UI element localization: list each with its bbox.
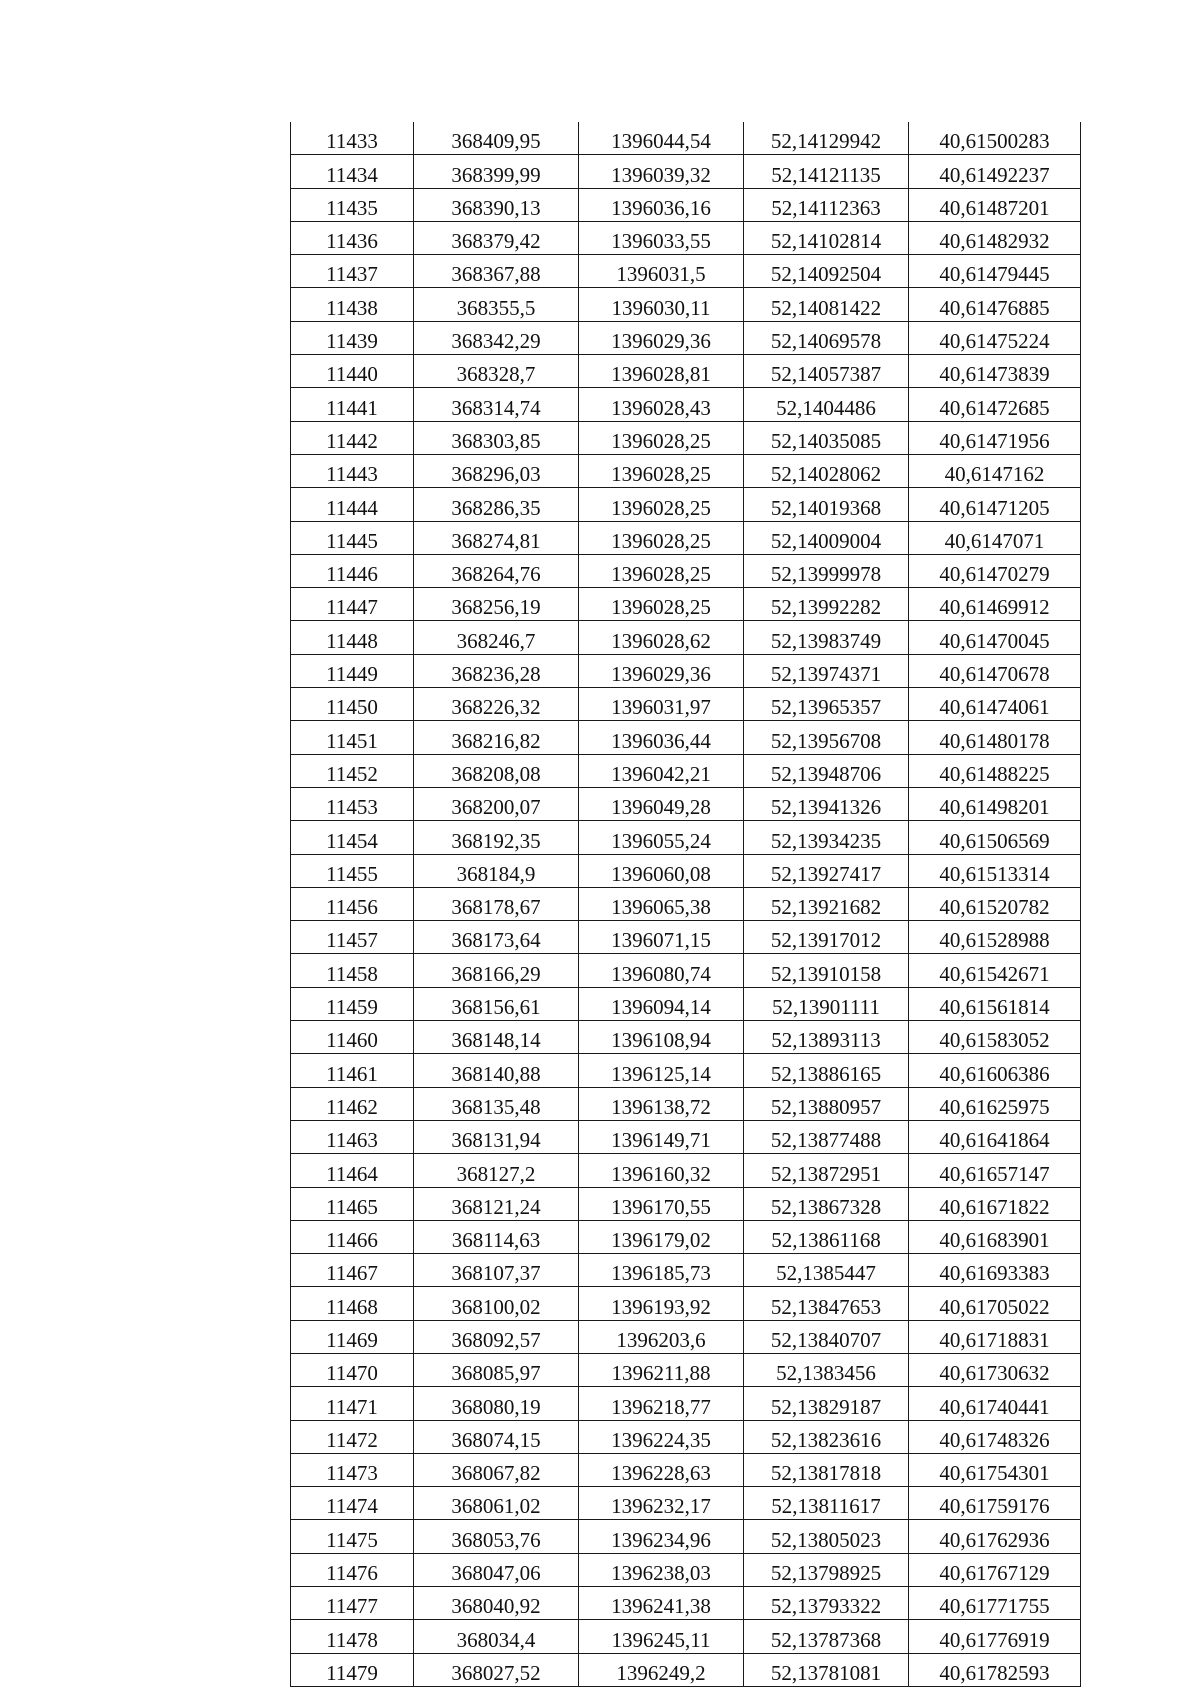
latitude-cell: 52,13927417 <box>744 854 909 887</box>
latitude-cell: 52,13829187 <box>744 1387 909 1420</box>
table-row <box>291 554 1081 587</box>
latitude-cell: 52,13974371 <box>744 654 909 687</box>
longitude-cell: 40,61718831 <box>909 1320 1081 1353</box>
x-coordinate-cell: 368127,2 <box>414 1154 579 1187</box>
point-number-cell: 11451 <box>291 721 414 754</box>
longitude-cell: 40,61583052 <box>909 1021 1081 1054</box>
point-number-cell: 11472 <box>291 1420 414 1453</box>
point-number-cell: 11458 <box>291 954 414 987</box>
longitude-cell: 40,61469912 <box>909 588 1081 621</box>
point-number-cell: 11465 <box>291 1187 414 1220</box>
longitude-cell: 40,61740441 <box>909 1387 1081 1420</box>
point-number-cell: 11437 <box>291 255 414 288</box>
latitude-cell: 52,14035085 <box>744 421 909 454</box>
y-coordinate-cell: 1396179,02 <box>579 1220 744 1253</box>
longitude-cell: 40,61492237 <box>909 155 1081 188</box>
y-coordinate-cell: 1396234,96 <box>579 1520 744 1553</box>
table-row <box>291 1021 1081 1054</box>
x-coordinate-cell: 368328,7 <box>414 355 579 388</box>
latitude-cell: 52,13840707 <box>744 1320 909 1353</box>
x-coordinate-cell: 368178,67 <box>414 887 579 920</box>
table-row <box>291 288 1081 321</box>
x-coordinate-cell: 368379,42 <box>414 221 579 254</box>
latitude-cell: 52,14121135 <box>744 155 909 188</box>
point-number-cell: 11477 <box>291 1587 414 1620</box>
latitude-cell: 52,14019368 <box>744 488 909 521</box>
x-coordinate-cell: 368085,97 <box>414 1353 579 1386</box>
point-number-cell: 11448 <box>291 621 414 654</box>
longitude-cell: 40,6147162 <box>909 454 1081 487</box>
longitude-cell: 40,61759176 <box>909 1487 1081 1520</box>
x-coordinate-cell: 368192,35 <box>414 821 579 854</box>
x-coordinate-cell: 368399,99 <box>414 155 579 188</box>
x-coordinate-cell: 368027,52 <box>414 1653 579 1686</box>
y-coordinate-cell: 1396036,44 <box>579 721 744 754</box>
point-number-cell: 11459 <box>291 987 414 1020</box>
table-row <box>291 688 1081 721</box>
longitude-cell: 40,61730632 <box>909 1353 1081 1386</box>
longitude-cell: 40,61683901 <box>909 1220 1081 1253</box>
table-row <box>291 821 1081 854</box>
point-number-cell: 11436 <box>291 221 414 254</box>
point-number-cell: 11450 <box>291 688 414 721</box>
table-row <box>291 1353 1081 1386</box>
table-row <box>291 1387 1081 1420</box>
table-row <box>291 1653 1081 1686</box>
latitude-cell: 52,13992282 <box>744 588 909 621</box>
y-coordinate-cell: 1396245,11 <box>579 1620 744 1653</box>
x-coordinate-cell: 368040,92 <box>414 1587 579 1620</box>
longitude-cell: 40,61506569 <box>909 821 1081 854</box>
y-coordinate-cell: 1396028,62 <box>579 621 744 654</box>
latitude-cell: 52,1385447 <box>744 1254 909 1287</box>
latitude-cell: 52,14112363 <box>744 188 909 221</box>
longitude-cell: 40,61498201 <box>909 787 1081 820</box>
table-row <box>291 221 1081 254</box>
table-row <box>291 787 1081 820</box>
longitude-cell: 40,61471956 <box>909 421 1081 454</box>
point-number-cell: 11456 <box>291 887 414 920</box>
x-coordinate-cell: 368092,57 <box>414 1320 579 1353</box>
x-coordinate-cell: 368100,02 <box>414 1287 579 1320</box>
latitude-cell: 52,13793322 <box>744 1587 909 1620</box>
longitude-cell: 40,61479445 <box>909 255 1081 288</box>
y-coordinate-cell: 1396065,38 <box>579 887 744 920</box>
table-row <box>291 1154 1081 1187</box>
longitude-cell: 40,61470045 <box>909 621 1081 654</box>
point-number-cell: 11434 <box>291 155 414 188</box>
latitude-cell: 52,13886165 <box>744 1054 909 1087</box>
y-coordinate-cell: 1396042,21 <box>579 754 744 787</box>
latitude-cell: 52,13983749 <box>744 621 909 654</box>
y-coordinate-cell: 1396160,32 <box>579 1154 744 1187</box>
y-coordinate-cell: 1396125,14 <box>579 1054 744 1087</box>
x-coordinate-cell: 368314,74 <box>414 388 579 421</box>
latitude-cell: 52,13877488 <box>744 1120 909 1153</box>
y-coordinate-cell: 1396031,5 <box>579 255 744 288</box>
y-coordinate-cell: 1396232,17 <box>579 1487 744 1520</box>
x-coordinate-cell: 368140,88 <box>414 1054 579 1087</box>
point-number-cell: 11453 <box>291 787 414 820</box>
x-coordinate-cell: 368166,29 <box>414 954 579 987</box>
latitude-cell: 52,13941326 <box>744 787 909 820</box>
table-row <box>291 921 1081 954</box>
y-coordinate-cell: 1396033,55 <box>579 221 744 254</box>
longitude-cell: 40,61762936 <box>909 1520 1081 1553</box>
y-coordinate-cell: 1396028,25 <box>579 421 744 454</box>
x-coordinate-cell: 368200,07 <box>414 787 579 820</box>
y-coordinate-cell: 1396028,81 <box>579 355 744 388</box>
latitude-cell: 52,14092504 <box>744 255 909 288</box>
x-coordinate-cell: 368367,88 <box>414 255 579 288</box>
latitude-cell: 52,14057387 <box>744 355 909 388</box>
latitude-cell: 52,13847653 <box>744 1287 909 1320</box>
x-coordinate-cell: 368226,32 <box>414 688 579 721</box>
latitude-cell: 52,14028062 <box>744 454 909 487</box>
y-coordinate-cell: 1396138,72 <box>579 1087 744 1120</box>
x-coordinate-cell: 368173,64 <box>414 921 579 954</box>
x-coordinate-cell: 368409,95 <box>414 122 579 155</box>
table-row <box>291 521 1081 554</box>
table-row <box>291 721 1081 754</box>
y-coordinate-cell: 1396149,71 <box>579 1120 744 1153</box>
longitude-cell: 40,61487201 <box>909 188 1081 221</box>
longitude-cell: 40,61472685 <box>909 388 1081 421</box>
y-coordinate-cell: 1396224,35 <box>579 1420 744 1453</box>
table-row <box>291 1487 1081 1520</box>
y-coordinate-cell: 1396203,6 <box>579 1320 744 1353</box>
latitude-cell: 52,13901111 <box>744 987 909 1020</box>
x-coordinate-cell: 368047,06 <box>414 1553 579 1586</box>
table-row <box>291 188 1081 221</box>
point-number-cell: 11473 <box>291 1453 414 1486</box>
longitude-cell: 40,61641864 <box>909 1120 1081 1153</box>
y-coordinate-cell: 1396211,88 <box>579 1353 744 1386</box>
coordinates-table-body <box>291 122 1081 1686</box>
y-coordinate-cell: 1396049,28 <box>579 787 744 820</box>
latitude-cell: 52,13956708 <box>744 721 909 754</box>
longitude-cell: 40,61513314 <box>909 854 1081 887</box>
point-number-cell: 11454 <box>291 821 414 854</box>
y-coordinate-cell: 1396029,36 <box>579 321 744 354</box>
x-coordinate-cell: 368156,61 <box>414 987 579 1020</box>
point-number-cell: 11442 <box>291 421 414 454</box>
latitude-cell: 52,13917012 <box>744 921 909 954</box>
latitude-cell: 52,13781081 <box>744 1653 909 1686</box>
point-number-cell: 11476 <box>291 1553 414 1586</box>
table-row <box>291 1520 1081 1553</box>
y-coordinate-cell: 1396238,03 <box>579 1553 744 1586</box>
x-coordinate-cell: 368053,76 <box>414 1520 579 1553</box>
x-coordinate-cell: 368296,03 <box>414 454 579 487</box>
point-number-cell: 11460 <box>291 1021 414 1054</box>
point-number-cell: 11470 <box>291 1353 414 1386</box>
longitude-cell: 40,61693383 <box>909 1254 1081 1287</box>
point-number-cell: 11433 <box>291 122 414 155</box>
y-coordinate-cell: 1396031,97 <box>579 688 744 721</box>
y-coordinate-cell: 1396028,43 <box>579 388 744 421</box>
latitude-cell: 52,13948706 <box>744 754 909 787</box>
longitude-cell: 40,61528988 <box>909 921 1081 954</box>
longitude-cell: 40,61671822 <box>909 1187 1081 1220</box>
x-coordinate-cell: 368107,37 <box>414 1254 579 1287</box>
point-number-cell: 11462 <box>291 1087 414 1120</box>
point-number-cell: 11435 <box>291 188 414 221</box>
longitude-cell: 40,61500283 <box>909 122 1081 155</box>
latitude-cell: 52,13999978 <box>744 554 909 587</box>
y-coordinate-cell: 1396108,94 <box>579 1021 744 1054</box>
y-coordinate-cell: 1396028,25 <box>579 488 744 521</box>
longitude-cell: 40,61470279 <box>909 554 1081 587</box>
table-row <box>291 1620 1081 1653</box>
y-coordinate-cell: 1396030,11 <box>579 288 744 321</box>
point-number-cell: 11443 <box>291 454 414 487</box>
y-coordinate-cell: 1396185,73 <box>579 1254 744 1287</box>
x-coordinate-cell: 368303,85 <box>414 421 579 454</box>
point-number-cell: 11455 <box>291 854 414 887</box>
table-row <box>291 454 1081 487</box>
longitude-cell: 40,61482932 <box>909 221 1081 254</box>
table-row <box>291 1553 1081 1586</box>
latitude-cell: 52,13787368 <box>744 1620 909 1653</box>
y-coordinate-cell: 1396080,74 <box>579 954 744 987</box>
latitude-cell: 52,13880957 <box>744 1087 909 1120</box>
y-coordinate-cell: 1396028,25 <box>579 554 744 587</box>
table-row <box>291 155 1081 188</box>
point-number-cell: 11457 <box>291 921 414 954</box>
y-coordinate-cell: 1396028,25 <box>579 521 744 554</box>
x-coordinate-cell: 368131,94 <box>414 1120 579 1153</box>
x-coordinate-cell: 368034,4 <box>414 1620 579 1653</box>
y-coordinate-cell: 1396055,24 <box>579 821 744 854</box>
point-number-cell: 11469 <box>291 1320 414 1353</box>
point-number-cell: 11474 <box>291 1487 414 1520</box>
x-coordinate-cell: 368286,35 <box>414 488 579 521</box>
table-row <box>291 1087 1081 1120</box>
point-number-cell: 11445 <box>291 521 414 554</box>
longitude-cell: 40,61520782 <box>909 887 1081 920</box>
x-coordinate-cell: 368121,24 <box>414 1187 579 1220</box>
table-row <box>291 1254 1081 1287</box>
x-coordinate-cell: 368342,29 <box>414 321 579 354</box>
longitude-cell: 40,61470678 <box>909 654 1081 687</box>
table-row <box>291 1420 1081 1453</box>
table-row <box>291 421 1081 454</box>
y-coordinate-cell: 1396170,55 <box>579 1187 744 1220</box>
y-coordinate-cell: 1396241,38 <box>579 1587 744 1620</box>
point-number-cell: 11452 <box>291 754 414 787</box>
latitude-cell: 52,13867328 <box>744 1187 909 1220</box>
table-row <box>291 987 1081 1020</box>
point-number-cell: 11466 <box>291 1220 414 1253</box>
table-row <box>291 355 1081 388</box>
table-row <box>291 1054 1081 1087</box>
latitude-cell: 52,1404486 <box>744 388 909 421</box>
point-number-cell: 11478 <box>291 1620 414 1653</box>
x-coordinate-cell: 368208,08 <box>414 754 579 787</box>
x-coordinate-cell: 368148,14 <box>414 1021 579 1054</box>
x-coordinate-cell: 368080,19 <box>414 1387 579 1420</box>
longitude-cell: 40,61705022 <box>909 1287 1081 1320</box>
y-coordinate-cell: 1396218,77 <box>579 1387 744 1420</box>
latitude-cell: 52,1383456 <box>744 1353 909 1386</box>
table-row <box>291 588 1081 621</box>
point-number-cell: 11441 <box>291 388 414 421</box>
point-number-cell: 11471 <box>291 1387 414 1420</box>
latitude-cell: 52,13893113 <box>744 1021 909 1054</box>
x-coordinate-cell: 368074,15 <box>414 1420 579 1453</box>
y-coordinate-cell: 1396094,14 <box>579 987 744 1020</box>
point-number-cell: 11468 <box>291 1287 414 1320</box>
table-row <box>291 1587 1081 1620</box>
latitude-cell: 52,13798925 <box>744 1553 909 1586</box>
latitude-cell: 52,13910158 <box>744 954 909 987</box>
longitude-cell: 40,61480178 <box>909 721 1081 754</box>
y-coordinate-cell: 1396228,63 <box>579 1453 744 1486</box>
y-coordinate-cell: 1396028,25 <box>579 454 744 487</box>
y-coordinate-cell: 1396028,25 <box>579 588 744 621</box>
coordinates-table <box>290 122 1081 1687</box>
x-coordinate-cell: 368246,7 <box>414 621 579 654</box>
y-coordinate-cell: 1396044,54 <box>579 122 744 155</box>
table-row <box>291 654 1081 687</box>
longitude-cell: 40,61754301 <box>909 1453 1081 1486</box>
table-row <box>291 621 1081 654</box>
longitude-cell: 40,61475224 <box>909 321 1081 354</box>
table-row <box>291 887 1081 920</box>
x-coordinate-cell: 368256,19 <box>414 588 579 621</box>
longitude-cell: 40,61782593 <box>909 1653 1081 1686</box>
table-row <box>291 321 1081 354</box>
y-coordinate-cell: 1396249,2 <box>579 1653 744 1686</box>
latitude-cell: 52,14009004 <box>744 521 909 554</box>
point-number-cell: 11444 <box>291 488 414 521</box>
y-coordinate-cell: 1396060,08 <box>579 854 744 887</box>
latitude-cell: 52,13805023 <box>744 1520 909 1553</box>
point-number-cell: 11440 <box>291 355 414 388</box>
y-coordinate-cell: 1396071,15 <box>579 921 744 954</box>
point-number-cell: 11464 <box>291 1154 414 1187</box>
latitude-cell: 52,13965357 <box>744 688 909 721</box>
table-row <box>291 1320 1081 1353</box>
longitude-cell: 40,61542671 <box>909 954 1081 987</box>
x-coordinate-cell: 368264,76 <box>414 554 579 587</box>
y-coordinate-cell: 1396193,92 <box>579 1287 744 1320</box>
latitude-cell: 52,13823616 <box>744 1420 909 1453</box>
x-coordinate-cell: 368216,82 <box>414 721 579 754</box>
point-number-cell: 11479 <box>291 1653 414 1686</box>
longitude-cell: 40,61771755 <box>909 1587 1081 1620</box>
table-row <box>291 1120 1081 1153</box>
point-number-cell: 11461 <box>291 1054 414 1087</box>
longitude-cell: 40,61625975 <box>909 1087 1081 1120</box>
table-row <box>291 388 1081 421</box>
latitude-cell: 52,14081422 <box>744 288 909 321</box>
y-coordinate-cell: 1396036,16 <box>579 188 744 221</box>
x-coordinate-cell: 368236,28 <box>414 654 579 687</box>
longitude-cell: 40,61776919 <box>909 1620 1081 1653</box>
point-number-cell: 11447 <box>291 588 414 621</box>
x-coordinate-cell: 368390,13 <box>414 188 579 221</box>
latitude-cell: 52,13934235 <box>744 821 909 854</box>
longitude-cell: 40,61476885 <box>909 288 1081 321</box>
longitude-cell: 40,61474061 <box>909 688 1081 721</box>
table-row <box>291 1453 1081 1486</box>
x-coordinate-cell: 368274,81 <box>414 521 579 554</box>
table-row <box>291 754 1081 787</box>
point-number-cell: 11439 <box>291 321 414 354</box>
latitude-cell: 52,13811617 <box>744 1487 909 1520</box>
latitude-cell: 52,14102814 <box>744 221 909 254</box>
table-row <box>291 954 1081 987</box>
longitude-cell: 40,61657147 <box>909 1154 1081 1187</box>
longitude-cell: 40,61748326 <box>909 1420 1081 1453</box>
latitude-cell: 52,13921682 <box>744 887 909 920</box>
latitude-cell: 52,13817818 <box>744 1453 909 1486</box>
longitude-cell: 40,61488225 <box>909 754 1081 787</box>
point-number-cell: 11463 <box>291 1120 414 1153</box>
point-number-cell: 11475 <box>291 1520 414 1553</box>
point-number-cell: 11449 <box>291 654 414 687</box>
x-coordinate-cell: 368067,82 <box>414 1453 579 1486</box>
latitude-cell: 52,14129942 <box>744 122 909 155</box>
longitude-cell: 40,61561814 <box>909 987 1081 1020</box>
longitude-cell: 40,61606386 <box>909 1054 1081 1087</box>
x-coordinate-cell: 368135,48 <box>414 1087 579 1120</box>
point-number-cell: 11467 <box>291 1254 414 1287</box>
table-row <box>291 1187 1081 1220</box>
table-row <box>291 1220 1081 1253</box>
latitude-cell: 52,14069578 <box>744 321 909 354</box>
longitude-cell: 40,6147071 <box>909 521 1081 554</box>
x-coordinate-cell: 368355,5 <box>414 288 579 321</box>
longitude-cell: 40,61767129 <box>909 1553 1081 1586</box>
y-coordinate-cell: 1396029,36 <box>579 654 744 687</box>
table-row <box>291 488 1081 521</box>
table-row <box>291 854 1081 887</box>
latitude-cell: 52,13861168 <box>744 1220 909 1253</box>
x-coordinate-cell: 368061,02 <box>414 1487 579 1520</box>
y-coordinate-cell: 1396039,32 <box>579 155 744 188</box>
x-coordinate-cell: 368184,9 <box>414 854 579 887</box>
point-number-cell: 11438 <box>291 288 414 321</box>
table-row <box>291 122 1081 155</box>
table-row <box>291 255 1081 288</box>
point-number-cell: 11446 <box>291 554 414 587</box>
x-coordinate-cell: 368114,63 <box>414 1220 579 1253</box>
longitude-cell: 40,61473839 <box>909 355 1081 388</box>
longitude-cell: 40,61471205 <box>909 488 1081 521</box>
table-row <box>291 1287 1081 1320</box>
latitude-cell: 52,13872951 <box>744 1154 909 1187</box>
